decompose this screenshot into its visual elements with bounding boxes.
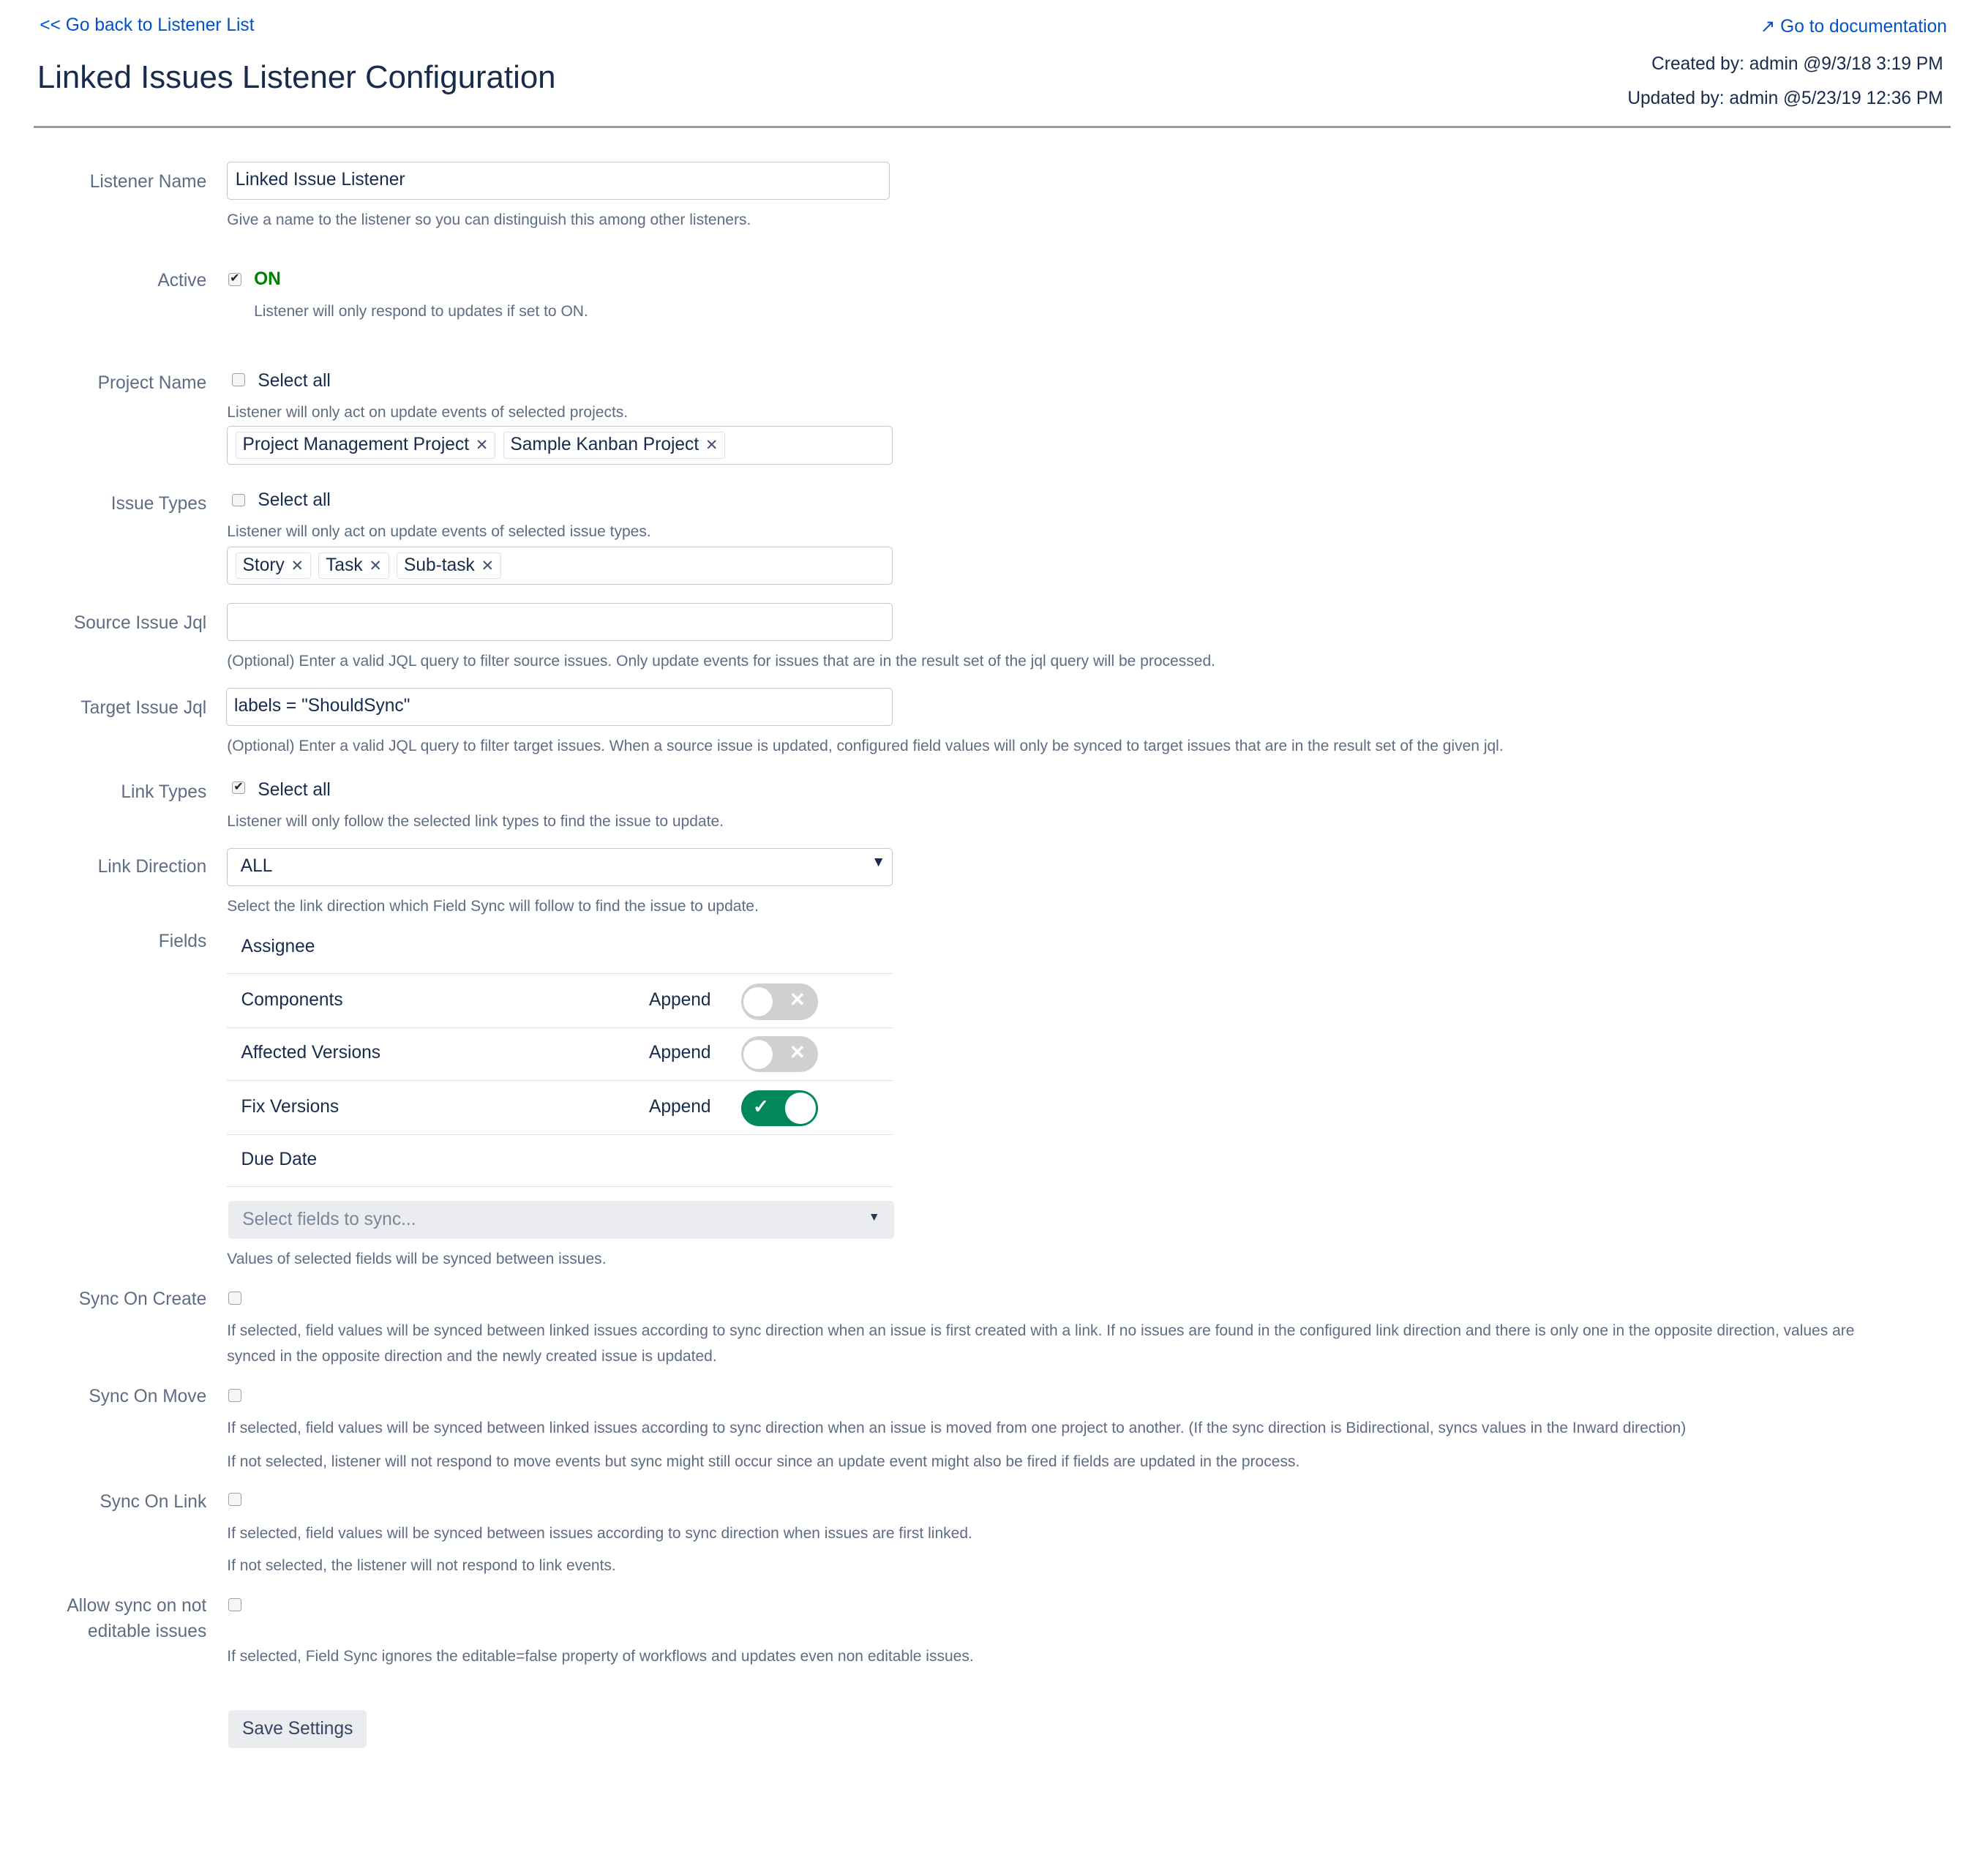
sync-on-link-checkbox[interactable]: [228, 1493, 241, 1506]
sync-on-move-checkbox[interactable]: [228, 1389, 241, 1402]
listener-name-help: Give a name to the listener so you can distinguish this among other listeners.: [227, 211, 751, 229]
documentation-link-label: Go to documentation: [1780, 17, 1947, 37]
project-help: Listener will only act on update events of selected projects.: [227, 404, 629, 421]
check-icon: ✓: [752, 1095, 769, 1117]
tag-label: Story: [242, 555, 285, 576]
field-name: Due Date: [241, 1149, 318, 1169]
tag-label: Sample Kanban Project: [510, 435, 699, 455]
listener-name-label: Listener Name: [89, 171, 207, 192]
link-types-select-all-label: Select all: [258, 779, 331, 800]
link-direction-value: ALL: [240, 856, 273, 877]
page-title: Linked Issues Listener Configuration: [37, 59, 556, 95]
documentation-link[interactable]: [1760, 15, 1947, 37]
field-row: [227, 975, 893, 1028]
sync-on-link-label: Sync On Link: [100, 1491, 207, 1512]
target-jql-input[interactable]: labels = "ShouldSync": [226, 688, 893, 727]
field-name: Affected Versions: [241, 1043, 380, 1063]
select-fields-placeholder: Select fields to sync...: [242, 1209, 416, 1229]
target-jql-label: Target Issue Jql: [80, 697, 207, 718]
field-row: [227, 1027, 893, 1081]
field-row: [227, 921, 893, 975]
tag-label: Sub-task: [403, 555, 475, 576]
append-label: Append: [648, 1043, 711, 1063]
field-name: Assignee: [241, 936, 315, 956]
created-by: Created by: admin @9/3/18 3:19 PM: [1651, 53, 1943, 74]
issue-types-multiselect[interactable]: [227, 547, 893, 585]
sync-on-link-help-2: If not selected, the listener will not respond to link events.: [227, 1557, 616, 1575]
x-icon: ✕: [789, 1041, 806, 1064]
source-jql-help: (Optional) Enter a valid JQL query to filter source issues. Only update events for issues that are in the result set of the jql query will be processed.: [227, 653, 1215, 670]
sync-on-create-checkbox[interactable]: [228, 1292, 241, 1305]
sync-on-link-help: If selected, field values will be synced between issues according to sync direction when issues are first linked.: [227, 1525, 972, 1543]
sync-on-create-help-2: synced in the opposite direction and the newly created issue is updated.: [227, 1348, 717, 1365]
dropdown-arrow-icon: ▼: [871, 855, 886, 871]
field-row: [227, 1134, 893, 1188]
issue-types-label: Issue Types: [110, 493, 207, 514]
updated-by: Updated by: admin @5/23/19 12:36 PM: [1627, 88, 1943, 108]
header-divider: [34, 126, 1951, 129]
remove-tag-icon[interactable]: ✕: [475, 437, 489, 454]
field-name: Fix Versions: [241, 1096, 340, 1117]
sync-on-create-help: If selected, field values will be synced between linked issues according to sync direction when an issue is first created with a link. If no issues are found in the configured link direction and there is only one in the opposite direction, values are: [227, 1322, 1855, 1340]
allow-non-editable-help: If selected, Field Sync ignores the editable=false property of workflows and updates even non editable issues.: [227, 1648, 974, 1665]
active-checkbox[interactable]: ✔: [228, 273, 241, 286]
remove-tag-icon[interactable]: ✕: [481, 558, 495, 575]
project-tag: [503, 432, 726, 459]
allow-non-editable-checkbox[interactable]: [228, 1598, 241, 1611]
append-toggle[interactable]: [741, 983, 818, 1019]
select-fields-dropdown[interactable]: [228, 1201, 894, 1240]
project-select-all-label: Select all: [258, 370, 331, 391]
x-icon: ✕: [789, 989, 806, 1011]
project-multiselect[interactable]: [227, 426, 893, 465]
append-label: Append: [648, 1096, 711, 1117]
source-jql-input[interactable]: [227, 603, 893, 642]
external-link-icon: ↗: [1760, 17, 1781, 37]
sync-on-move-help: If selected, field values will be synced between linked issues according to sync direction when an issue is moved from one project to another. (If the sync direction is Bidirectional, syncs values in the Inward direction): [227, 1420, 1687, 1437]
sync-on-move-help-2: If not selected, listener will not respond to move events but sync might still occur since an update event might also be fired if fields are updated in the process.: [227, 1453, 1300, 1471]
remove-tag-icon[interactable]: ✕: [290, 558, 304, 575]
back-to-listener-list-link[interactable]: << Go back to Listener List: [40, 15, 255, 36]
issue-type-tag: [236, 552, 311, 580]
active-label: Active: [157, 270, 207, 291]
target-jql-help: (Optional) Enter a valid JQL query to filter target issues. When a source issue is updated, configured field values will only be synced to target issues that are in the result set of the given jql.: [227, 737, 1504, 754]
sync-on-move-label: Sync On Move: [89, 1386, 207, 1406]
link-direction-label: Link Direction: [97, 856, 207, 877]
link-types-help: Listener will only follow the selected link types to find the issue to update.: [227, 813, 724, 831]
fields-label: Fields: [158, 931, 207, 951]
project-tag: [236, 432, 495, 459]
save-settings-button[interactable]: Save Settings: [228, 1710, 367, 1749]
active-help: Listener will only respond to updates if set to ON.: [254, 302, 588, 320]
project-select-all-checkbox[interactable]: [232, 373, 245, 386]
tag-label: Task: [326, 555, 363, 576]
field-row: [227, 1082, 893, 1135]
listener-name-input[interactable]: Linked Issue Listener: [227, 162, 890, 201]
issue-types-help: Listener will only act on update events of selected issue types.: [227, 523, 651, 541]
active-state: ON: [254, 269, 281, 290]
remove-tag-icon[interactable]: ✕: [369, 558, 382, 575]
remove-tag-icon[interactable]: ✕: [705, 437, 719, 454]
allow-non-editable-label-2: editable issues: [87, 1621, 207, 1641]
append-toggle[interactable]: [741, 1090, 818, 1126]
issue-type-tag: [318, 552, 389, 580]
project-name-label: Project Name: [97, 373, 207, 394]
link-direction-select[interactable]: [227, 848, 893, 887]
append-toggle[interactable]: [741, 1036, 818, 1072]
source-jql-label: Source Issue Jql: [73, 612, 207, 633]
tag-label: Project Management Project: [242, 435, 470, 455]
dropdown-arrow-icon: ▼: [868, 1210, 880, 1223]
sync-on-create-label: Sync On Create: [78, 1289, 207, 1309]
allow-non-editable-label: Allow sync on not: [67, 1595, 207, 1616]
link-types-label: Link Types: [121, 782, 207, 803]
issue-types-select-all-label: Select all: [258, 490, 331, 510]
field-name: Components: [241, 990, 343, 1011]
fields-help: Values of selected fields will be synced between issues.: [227, 1251, 607, 1268]
append-label: Append: [648, 990, 711, 1011]
link-types-select-all-checkbox[interactable]: ✔: [232, 782, 245, 795]
issue-type-tag: [397, 552, 501, 580]
issue-types-select-all-checkbox[interactable]: [232, 494, 245, 507]
link-direction-help: Select the link direction which Field Sync will follow to find the issue to update.: [227, 898, 759, 915]
